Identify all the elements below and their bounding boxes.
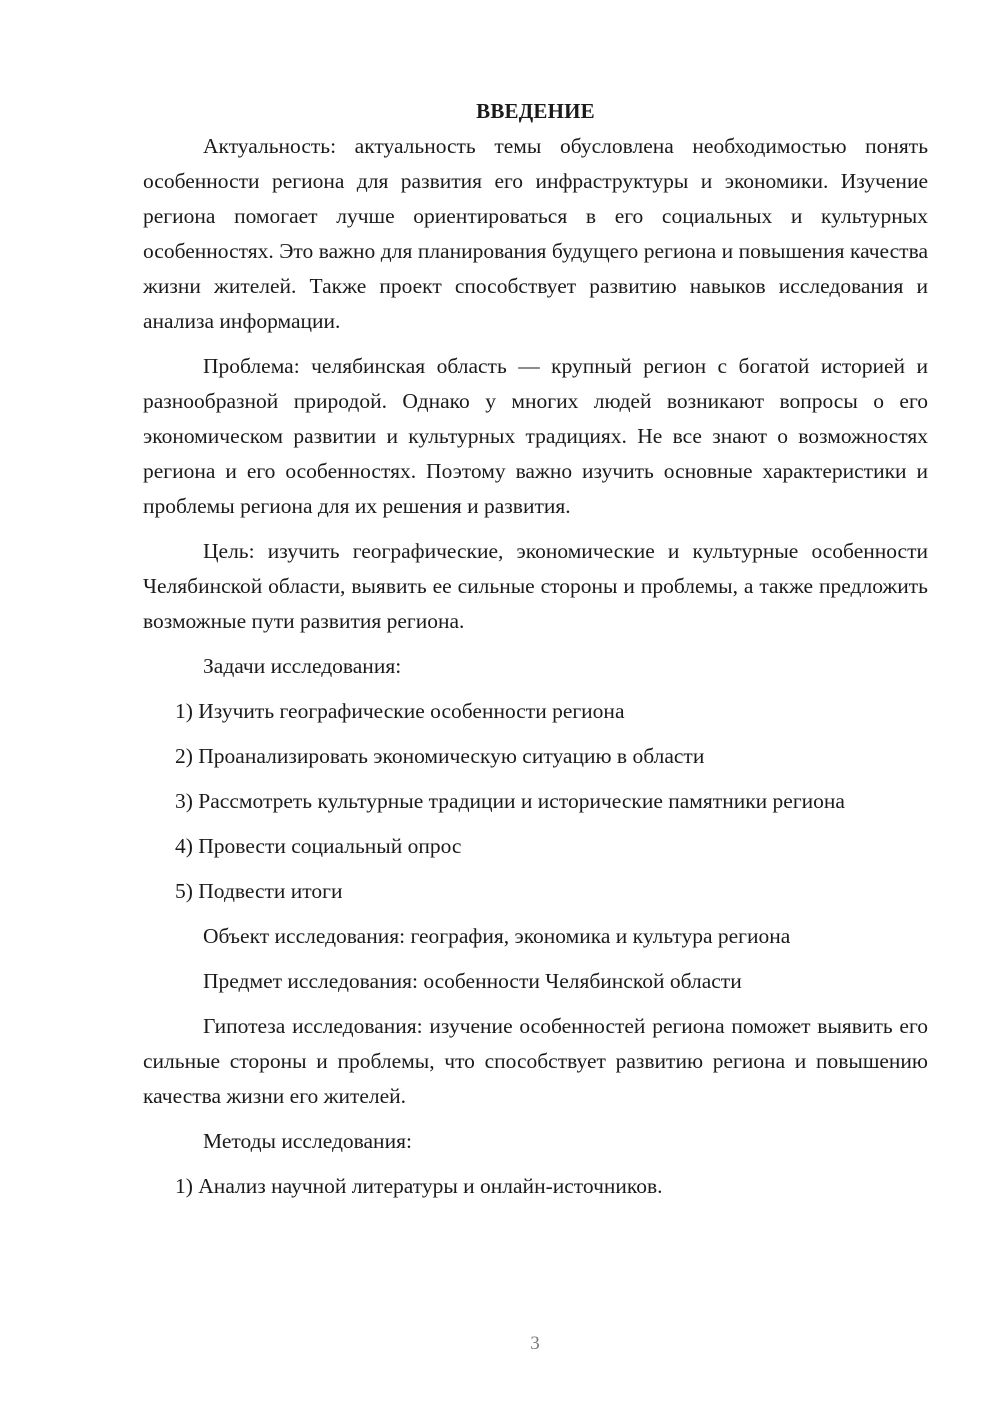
task-item-4: 4) Провести социальный опрос	[175, 834, 462, 858]
problem-paragraph: Проблема: челябинская область — крупный регион с богатой историей и разнообразной природой. Однако у многих людей возникают вопросы о его экономическом развитии и культурных традициях. Не все знают о возможностях региона и его особенностях. Поэтому важно изучить основные характеристики и проблемы региона для их решения и развития.	[143, 354, 928, 518]
hypothesis-paragraph: Гипотеза исследования: изучение особенностей региона поможет выявить его сильные стороны и проблемы, что способствует развитию региона и повышению качества жизни его жителей.	[143, 1014, 928, 1108]
task-item-1: 1) Изучить географические особенности региона	[175, 699, 625, 723]
task-item-2: 2) Проанализировать экономическую ситуацию в области	[175, 744, 705, 768]
document-page	[143, 95, 928, 1214]
research-object: Объект исследования: география, экономика и культура региона	[203, 924, 791, 948]
relevance-paragraph: Актуальность: актуальность темы обусловлена необходимостью понять особенности региона для развития его инфраструктуры и экономики. Изучение региона помогает лучше ориентироваться в его социальных и культурных особенностях. Это важно для планирования будущего региона и повышения качества жизни жителей. Также проект способствует развитию навыков исследования и анализа информации.	[143, 134, 928, 333]
page-number: 3	[530, 1333, 540, 1354]
method-item-1: 1) Анализ научной литературы и онлайн-источников.	[175, 1174, 663, 1198]
goal-paragraph: Цель: изучить географические, экономические и культурные особенности Челябинской области, выявить ее сильные стороны и проблемы, а также предложить возможные пути развития региона.	[143, 539, 928, 633]
task-item-5: 5) Подвести итоги	[175, 879, 343, 903]
methods-heading: Методы исследования:	[203, 1129, 412, 1153]
section-title: ВВЕДЕНИЕ	[476, 99, 595, 123]
task-item-3: 3) Рассмотреть культурные традиции и исторические памятники региона	[175, 789, 845, 813]
tasks-heading: Задачи исследования:	[203, 654, 402, 678]
research-subject: Предмет исследования: особенности Челябинской области	[203, 969, 742, 993]
